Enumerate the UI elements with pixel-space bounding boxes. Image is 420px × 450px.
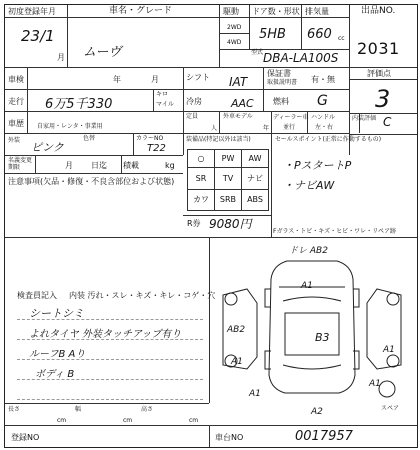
name-change-month: 月 — [65, 161, 73, 170]
color-change-label: 色替 — [83, 135, 96, 142]
inspector-comment-1: シートシミ — [29, 307, 84, 320]
row-rule-6 — [5, 173, 183, 174]
color-no-value: T22 — [147, 143, 166, 154]
lot-label: 出品NO. — [361, 6, 396, 16]
notes-label: 注意事項(欠品・修復・不良含部位および状態) — [8, 177, 175, 186]
model-year-label: 外車モデル — [223, 113, 253, 120]
ac-label: 冷房 — [186, 97, 202, 106]
inspector-comment-4: ボディ B — [35, 369, 75, 380]
row-rule-7 — [5, 237, 417, 238]
name-change-rule — [35, 155, 36, 173]
fuel-label: 燃料 — [273, 97, 289, 106]
equip-cell: TV — [214, 168, 241, 189]
first-reg-label: 初度登録年月 — [8, 7, 56, 16]
col-warranty-rule — [263, 67, 264, 111]
sales-point-2: ・ナビAW — [283, 179, 335, 192]
displacement-value: 660 — [307, 27, 332, 42]
height-label: 高さ — [141, 406, 154, 413]
note-line — [17, 399, 203, 400]
reg-no-label: 登録NO — [11, 433, 40, 442]
name-change-day: 日迄 — [91, 161, 107, 170]
dealer-sub: 並行 — [283, 124, 296, 131]
mileage-km: キロ — [156, 91, 169, 98]
recycle-label: R券 — [187, 219, 201, 228]
shift-value: IAT — [229, 75, 248, 89]
doors-shape-value: 5HB — [259, 27, 286, 42]
row-rule-2 — [5, 89, 349, 90]
equip-cell: ○ — [188, 150, 215, 168]
handle-label: ハンドル — [311, 114, 336, 121]
col-rule-4 — [301, 5, 302, 49]
header-rule — [5, 17, 349, 18]
row-rule-4 — [5, 133, 349, 134]
row-rule-5 — [5, 155, 183, 156]
doors-shape-label: ドア数・形状 — [252, 7, 300, 16]
equip-sales-rule — [271, 133, 272, 237]
width-label: 幅 — [75, 406, 82, 413]
sales-point-label: セールスポイント(正常に作動するもの) — [275, 136, 382, 143]
ac-value: AAC — [231, 97, 254, 110]
damage-hood: A1 — [301, 281, 313, 291]
drive-split — [219, 33, 249, 34]
sales-point-1: ・PスタートP — [283, 159, 352, 172]
equip-cell: ABS — [242, 189, 269, 210]
mileage-unit-rule — [153, 89, 154, 111]
col-rule-5 — [349, 5, 350, 67]
dims-rule — [5, 403, 209, 404]
equip-label: 装備品(特記以外は該当) — [186, 136, 251, 143]
notes-diagram-rule — [209, 237, 210, 403]
history-options: 自家用・レンタ・事業用 — [37, 123, 103, 130]
damage-rear: A2 — [311, 407, 323, 417]
glass-label: Fガラス・トビ・キズ・ヒビ・ワレ・リペア跡 — [273, 228, 397, 235]
load-label: 積載 — [123, 161, 139, 170]
history-label: 車歴 — [8, 119, 24, 128]
fuel-value: G — [317, 93, 328, 109]
inspector-options: 内装 汚れ・スレ・キズ・キレ・コゲ・穴 — [69, 291, 216, 300]
score-label: 評価点 — [367, 69, 391, 78]
bottom-split — [209, 425, 210, 447]
color-label: 外装 — [8, 137, 21, 144]
shaken-year: 年 — [113, 75, 121, 84]
col-rule-1 — [67, 5, 68, 67]
displacement-label: 排気量 — [305, 7, 329, 16]
spare-label: スペア — [381, 405, 400, 412]
load-unit: kg — [165, 161, 175, 170]
label-col-rule — [27, 67, 28, 133]
model-label: 型式 — [251, 49, 264, 56]
displacement-unit: cc — [338, 35, 345, 42]
shaken-month: 月 — [151, 75, 159, 84]
car-diagram — [217, 243, 413, 403]
height-cm: cm — [189, 417, 199, 424]
color-no-rule — [133, 133, 134, 155]
interior-label: 内装評価 — [352, 115, 377, 122]
inspector-comment-2: よれタイヤ 外装タッチアップ有り — [29, 329, 182, 340]
recycle-value: 9080円 — [209, 217, 252, 231]
handle-options: 左・右 — [315, 124, 334, 131]
mileage-label: 走行 — [8, 97, 24, 106]
score-value: 3 — [375, 85, 391, 113]
damage-roof: B3 — [315, 331, 330, 344]
capacity-unit: 人 — [211, 125, 218, 132]
length-label: 長さ — [8, 406, 21, 413]
first-reg-value: 23/1 — [21, 27, 55, 45]
damage-roof-front: ドレ AB2 — [289, 246, 328, 256]
equip-cell: SRB — [214, 189, 241, 210]
dealer-label: ディーラー車 — [273, 114, 309, 121]
chassis-value: 0017957 — [295, 429, 353, 444]
interior-value: C — [383, 115, 392, 129]
equip-cell: PW — [214, 150, 241, 168]
model-value: DBA-LA100S — [263, 51, 339, 65]
capacity-label: 定員 — [186, 113, 199, 120]
row-rule-1 — [5, 67, 417, 68]
damage-left-rear: A1 — [231, 357, 243, 367]
model-rule — [219, 49, 349, 50]
bottom-rule — [5, 425, 417, 426]
equip-cell: カワ — [188, 189, 215, 210]
capacity-rule — [219, 111, 220, 133]
mileage-value: 6万5千330 — [45, 97, 113, 112]
name-change-label: 名義変更期限 — [8, 157, 33, 171]
equip-grid — [187, 149, 269, 211]
width-cm: cm — [123, 417, 133, 424]
damage-left-front: AB2 — [227, 325, 246, 335]
warranty-options: 有・無 — [311, 75, 335, 84]
warranty-sub: 取扱説明書 — [267, 79, 298, 86]
inspector-label: 検査員記入 — [17, 291, 57, 300]
shift-label: シフト — [186, 73, 210, 82]
drive-label: 駆動 — [223, 7, 239, 16]
first-reg-month: 月 — [57, 53, 65, 62]
equip-cell: SR — [188, 168, 215, 189]
chassis-label: 車台NO — [215, 433, 244, 442]
color-value: ピンク — [31, 141, 64, 154]
warranty-label: 保証書 — [267, 69, 291, 78]
mileage-mile: マイル — [156, 101, 174, 108]
damage-rear-left: A1 — [249, 389, 261, 399]
damage-right-rear: A1 — [369, 379, 381, 389]
inspector-comment-3: ルーフB Aり — [29, 349, 86, 360]
lot-value: 2031 — [357, 39, 400, 58]
equip-cell: ナビ — [242, 168, 269, 189]
color-no-label: カラーNO — [136, 135, 164, 142]
damage-right: A1 — [383, 345, 395, 355]
car-name: ムーヴ — [83, 45, 122, 60]
score-label-rule — [349, 79, 417, 80]
drive-2wd: 2WD — [227, 24, 242, 31]
col-rule-2 — [219, 5, 220, 67]
name-grade-label: 車名・グレード — [109, 6, 173, 16]
col-rule-3 — [249, 5, 250, 49]
shaken-label: 車検 — [8, 75, 24, 84]
load-rule — [121, 155, 122, 173]
length-cm: cm — [57, 417, 67, 424]
equip-cell: AW — [242, 150, 269, 168]
model-year-unit: 年 — [263, 125, 270, 132]
drive-4wd: 4WD — [227, 39, 242, 46]
dealer-rule — [271, 111, 272, 133]
auction-sheet — [4, 4, 418, 448]
